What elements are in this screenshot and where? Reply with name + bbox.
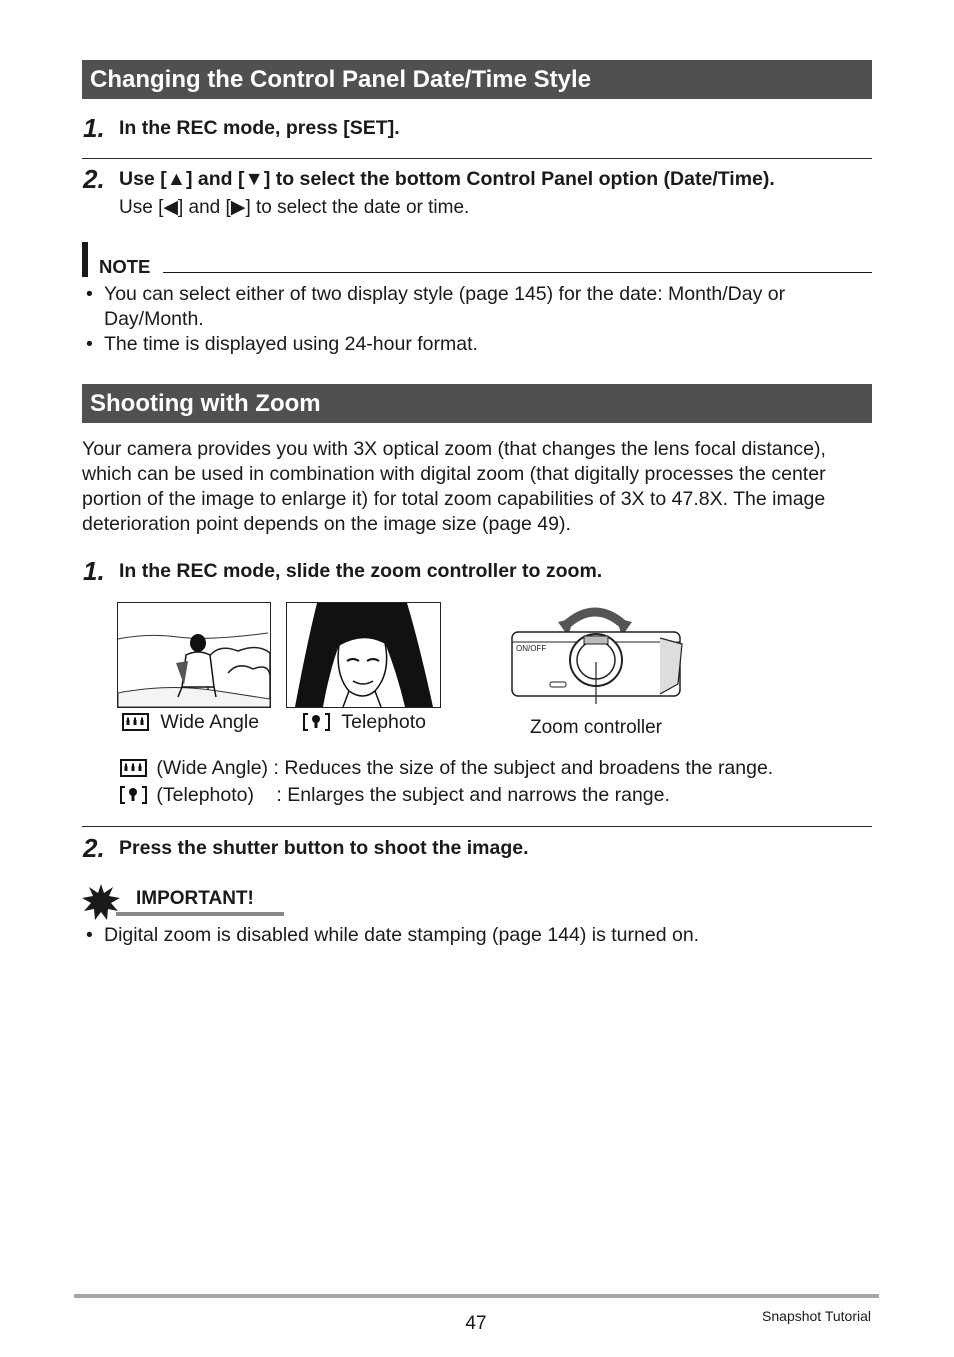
telephoto-description: [120, 783, 670, 808]
step-sub-instruction: [119, 195, 469, 220]
bullet-icon: •: [86, 333, 93, 355]
page-number: 47: [465, 1313, 487, 1334]
wide-angle-label: (Wide Angle): [156, 757, 269, 779]
telephoto-caption: [303, 710, 426, 734]
step-number: 2.: [83, 833, 105, 863]
step-number: 2.: [83, 164, 105, 194]
important-rule: [116, 912, 284, 916]
zoom-intro-paragraph: Your camera provides you with 3X optical zoom (that changes the lens focal distance), which can be used in combination with digital zoom (that digitally processes the center portion of the image to enlarge it) for total zoom capabilities of 3X to 47.8X. The image deterioration point depends on the image size (page 49).: [82, 438, 826, 535]
section-header-shooting-with-zoom: Shooting with Zoom: [82, 384, 872, 423]
step-instruction: In the REC mode, press [SET].: [119, 117, 400, 139]
telephoto-label: (Telephoto): [156, 784, 254, 806]
step-text-part: Use [: [119, 168, 167, 190]
step-number: 1.: [83, 556, 105, 586]
sub-text-part: Use [: [119, 197, 164, 218]
note-bullet-text: You can select either of two display style (page 145) for the date: Month/Day or Day/Month.: [104, 283, 786, 330]
telephoto-icon: [303, 713, 330, 731]
wide-angle-icon: [120, 759, 147, 777]
camera-top-view-illustration: [510, 598, 686, 704]
left-arrow-icon: ◀: [163, 197, 178, 218]
note-marker-bar: [82, 242, 88, 277]
right-arrow-icon: ▶: [230, 197, 246, 218]
important-burst-icon: [82, 884, 120, 920]
note-bullet-text: The time is displayed using 24-hour format.: [104, 333, 478, 355]
step-instruction: [119, 167, 775, 191]
telephoto-icon: [120, 786, 147, 804]
wide-angle-icon: [122, 713, 149, 731]
wide-angle-text: : Reduces the size of the subject and broadens the range.: [273, 757, 774, 779]
telephoto-text: : Enlarges the subject and narrows the range.: [276, 784, 670, 806]
footer-rule: [74, 1294, 879, 1298]
sub-text-part: ] and [: [177, 197, 231, 218]
note-label: NOTE: [99, 256, 151, 277]
step-divider: [82, 158, 872, 159]
important-bullet-text: Digital zoom is disabled while date stamping (page 144) is turned on.: [104, 924, 700, 946]
wide-angle-photo: [117, 602, 271, 708]
telephoto-photo: [286, 602, 441, 708]
camera-onoff-label: ON/OFF: [516, 644, 547, 653]
up-arrow-icon: ▲: [166, 168, 186, 190]
sub-text-part: ] to select the date or time.: [245, 197, 470, 218]
telephoto-caption-text: Telephoto: [341, 711, 426, 733]
bullet-icon: •: [86, 283, 93, 305]
note-rule: [163, 272, 872, 273]
bullet-icon: •: [86, 924, 93, 946]
step-text-part: ] and [: [186, 168, 245, 190]
chapter-title: Snapshot Tutorial: [762, 1308, 871, 1324]
wide-angle-description: [120, 756, 773, 781]
wide-angle-caption-text: Wide Angle: [160, 711, 260, 733]
section-header-date-time-style: Changing the Control Panel Date/Time Style: [82, 60, 872, 99]
zoom-controller-caption: Zoom controller: [530, 717, 662, 738]
step-divider: [82, 826, 872, 827]
down-arrow-icon: ▼: [244, 168, 264, 190]
step-number: 1.: [83, 113, 105, 143]
important-label: IMPORTANT!: [136, 888, 254, 909]
step-instruction: In the REC mode, slide the zoom controller to zoom.: [119, 560, 603, 582]
wide-angle-caption: [122, 710, 259, 734]
step-text-part: ] to select the bottom Control Panel option (Date/Time).: [263, 168, 775, 190]
step-instruction: Press the shutter button to shoot the image.: [119, 837, 529, 859]
